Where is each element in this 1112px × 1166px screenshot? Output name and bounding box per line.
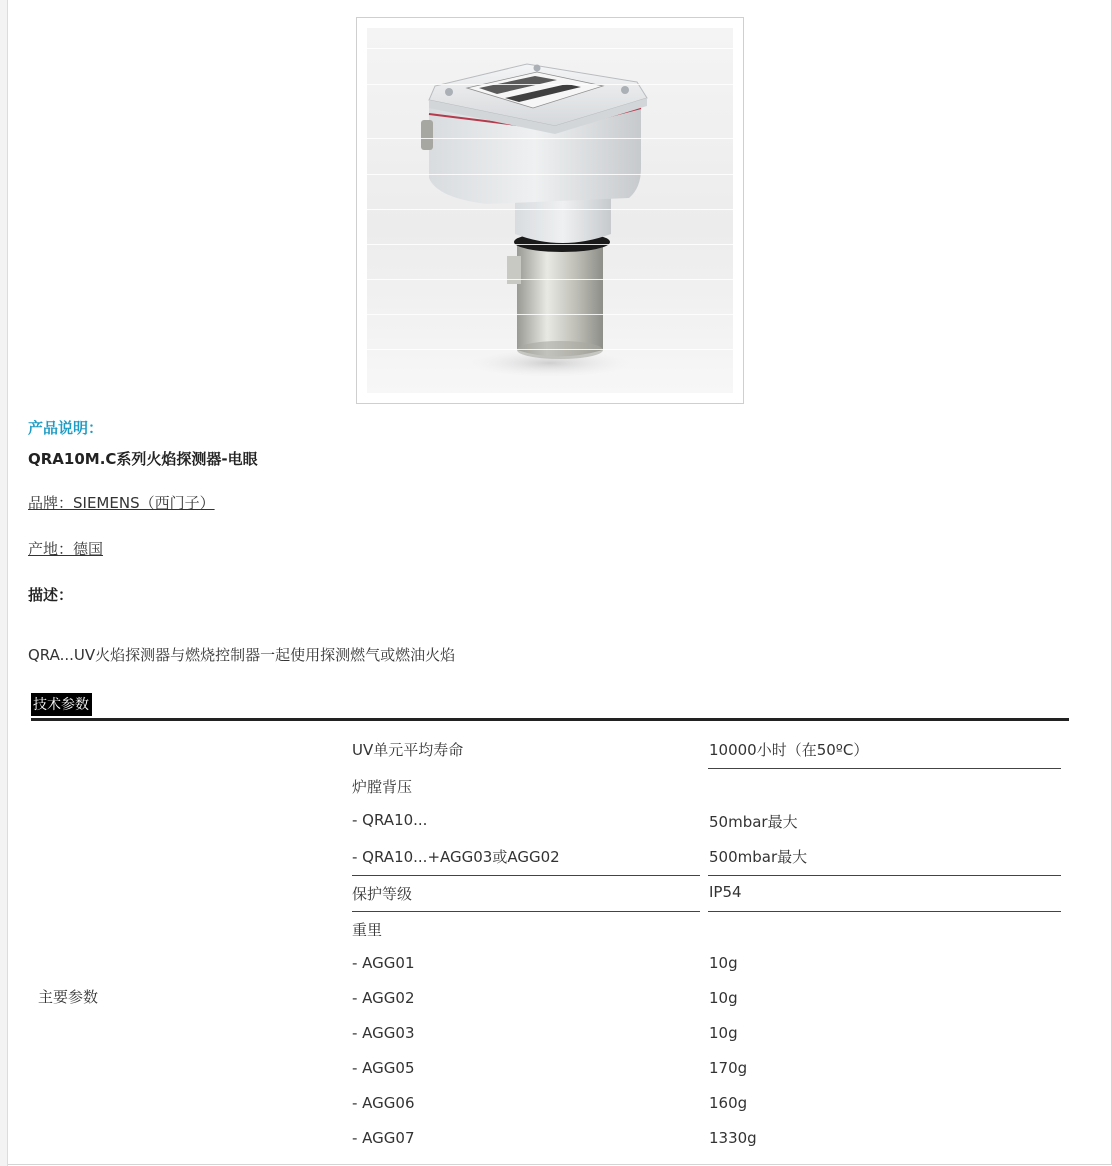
spec-key: - AGG01: [352, 954, 415, 972]
spec-value: IP54: [709, 883, 742, 901]
tech-params-tab[interactable]: 技术参数: [31, 693, 92, 716]
spec-row: [352, 1121, 1062, 1155]
spec-row: [352, 803, 1062, 837]
origin-link[interactable]: 产地：德国: [28, 540, 104, 558]
product-image-frame: [356, 17, 744, 404]
spec-key: - QRA10...+AGG03或AGG02: [352, 848, 560, 866]
spec-key: UV单元平均寿命: [352, 741, 464, 759]
spec-value: 500mbar最大: [709, 848, 808, 866]
product-title: QRA10M.C系列火焰探测器-电眼: [28, 450, 258, 468]
flame-detector-illustration: [367, 28, 733, 393]
main-params-label: 主要参数: [38, 988, 99, 1006]
spec-key: 重里: [352, 921, 383, 939]
spec-key: - QRA10...: [352, 811, 428, 829]
spec-row: [352, 1051, 1062, 1085]
spec-key: - AGG05: [352, 1059, 415, 1077]
spec-row: [352, 1086, 1062, 1120]
spec-value: 50mbar最大: [709, 813, 798, 831]
description-text: QRA...UV火焰探测器与燃烧控制器一起使用探测燃气或燃油火焰: [28, 646, 456, 664]
spec-row: [352, 981, 1062, 1015]
product-description-heading: 产品说明：: [28, 419, 104, 437]
spec-value: 10g: [709, 1024, 738, 1042]
brand-link[interactable]: 品牌：SIEMENS（西门子）: [28, 494, 215, 512]
spec-row: [352, 875, 1062, 909]
spec-key: 炉膛背压: [352, 778, 413, 796]
spec-key: - AGG03: [352, 1024, 415, 1042]
description-heading: 描述：: [28, 586, 74, 604]
spec-row: [352, 731, 1062, 765]
spec-row: [352, 838, 1062, 872]
spec-value: 10g: [709, 954, 738, 972]
spec-key: 保护等级: [352, 885, 413, 903]
spec-value: 160g: [709, 1094, 748, 1112]
spec-key: - AGG06: [352, 1094, 415, 1112]
spec-value: 170g: [709, 1059, 748, 1077]
tech-params-divider: [31, 718, 1069, 721]
spec-row: [352, 768, 1062, 802]
spec-row: [352, 946, 1062, 980]
spec-value: 10000小时（在50ºC）: [709, 741, 869, 759]
spec-key: - AGG02: [352, 989, 415, 1007]
spec-value: 10g: [709, 989, 738, 1007]
spec-row: [352, 911, 1062, 945]
spec-key: - AGG07: [352, 1129, 415, 1147]
left-border-strip: [0, 0, 8, 1166]
product-image: [367, 28, 733, 393]
spec-value: 1330g: [709, 1129, 757, 1147]
spec-row: [352, 1016, 1062, 1050]
